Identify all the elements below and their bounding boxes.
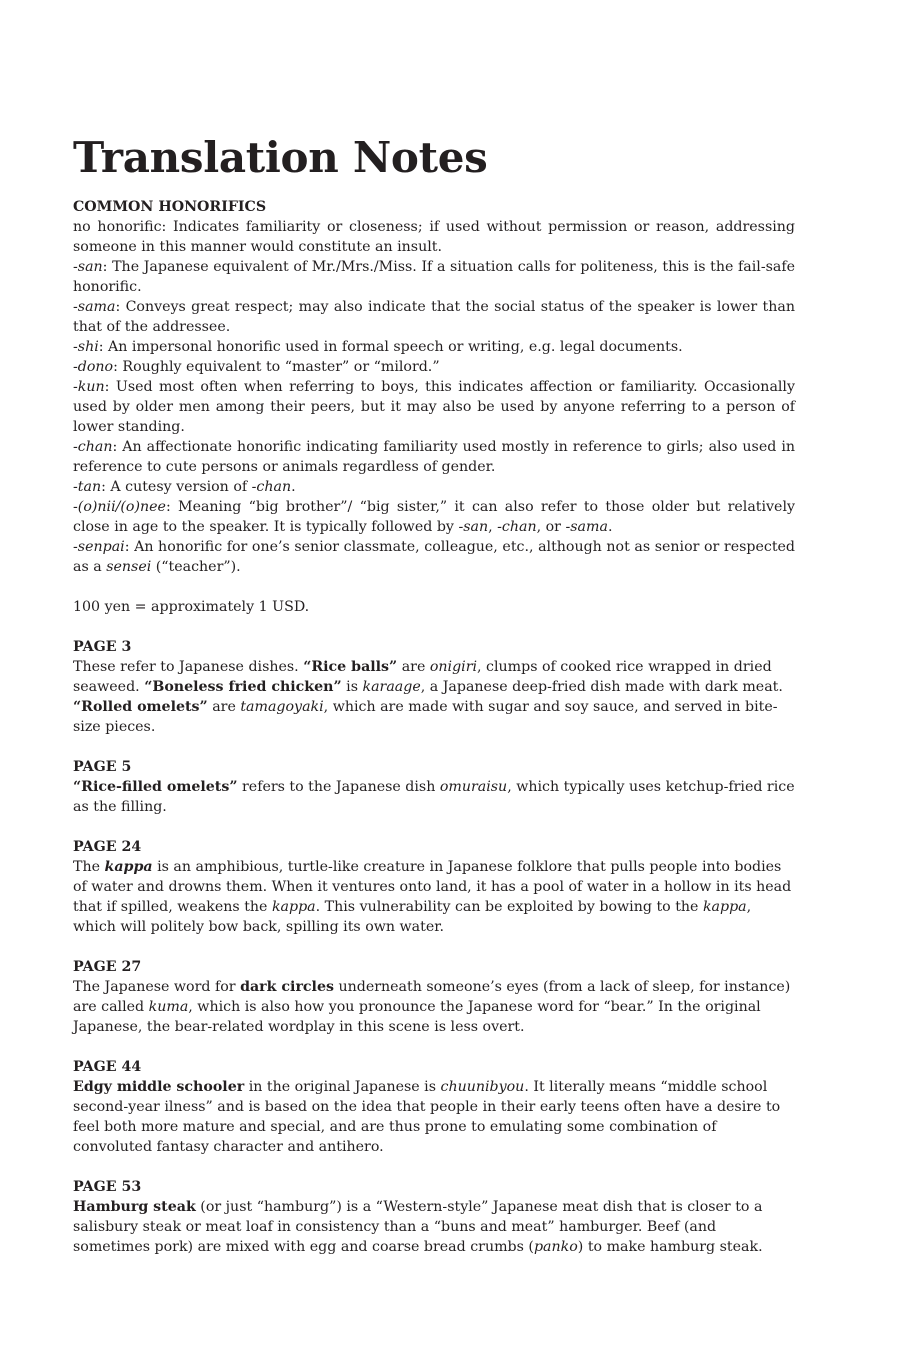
italic-term: -chan [497,519,537,535]
honorifics-list [73,217,795,577]
honorific-entry [73,477,795,497]
bold-term: Hamburg steak [73,1199,196,1215]
text-run: , which are made with sugar and soy sauce, and served in bite-size pieces. [73,699,778,735]
text-run: , or [536,519,566,535]
italic-term: -san [73,259,103,275]
page-note-text [73,977,795,1037]
text-run: no honorific: Indicates familiarity or closeness; if used without permission or reason, addressing someone in this manner would constitute an insult. [73,219,795,255]
honorific-entry [73,497,795,537]
italic-term: onigiri [429,659,478,675]
italic-term: kappa [271,899,316,915]
page-note [73,1177,795,1257]
italic-term: -(o)nii/(o)nee [73,499,166,515]
text-run: : An impersonal honorific used in formal speech or writing, e.g. legal documents. [98,339,683,355]
text-run: , [488,519,498,535]
italic-term: -chan [73,439,113,455]
bold-term: “Rice-filled omelets” [73,779,238,795]
honorific-entry [73,337,795,357]
italic-term: tamagoyaki [240,699,324,715]
page-note-heading: PAGE 44 [73,1059,142,1075]
italic-term: -shi [73,339,99,355]
page-note-heading: PAGE 3 [73,639,132,655]
italic-term: -sama [565,519,608,535]
page-note-heading: PAGE 53 [73,1179,142,1195]
page-title: Translation Notes [73,133,488,182]
honorific-entry [73,217,795,257]
currency-note: 100 yen = approximately 1 USD. [73,599,310,615]
honorific-entry [73,437,795,477]
italic-term: karaage [362,679,421,695]
page-note [73,757,795,817]
page-note-text [73,1077,795,1157]
italic-term: chuunibyou [440,1079,525,1095]
honorifics-heading: COMMON HONORIFICS [73,199,267,215]
text-run: : An honorific for one’s senior classmate, colleague, etc., although not as senior or respected as a [73,539,795,575]
text-run: : Roughly equivalent to “master” or “milord.” [113,359,440,375]
translation-notes-page [73,133,795,1257]
italic-term: kuma [148,999,189,1015]
honorific-entry [73,257,795,297]
page-note-text [73,657,795,737]
text-run: The [73,859,105,875]
text-run: . It literally means “middle school second-year ilness” and is based on the idea that people in their early teens often have a desire to feel both more mature and special, and are thus prone to emulating some combination of convoluted fantasy character and antihero. [73,1079,781,1155]
text-run: , a Japanese deep-fried dish made with dark meat. [420,679,783,695]
text-run: : Meaning “big brother”/ “big sister,” it can also refer to those older but relatively close in age to the speaker. It is typically followed by [73,499,795,535]
text-run: : Conveys great respect; may also indicate that the social status of the speaker is lower than that of the addressee. [73,299,795,335]
bold-term: Edgy middle schooler [73,1079,245,1095]
italic-term: panko [533,1239,578,1255]
italic-term: omuraisu [439,779,508,795]
honorific-entry [73,297,795,337]
text-run: . This vulnerability can be exploited by bowing to the [315,899,703,915]
page-note-text [73,857,795,937]
italic-term: -sama [73,299,116,315]
text-run: : An affectionate honorific indicating familiarity used mostly in reference to girls; also used in reference to cute persons or animals regardless of gender. [73,439,795,475]
italic-term: -senpai [73,539,125,555]
bold-term: “Boneless fried chicken” [144,679,342,695]
text-run: , clumps of cooked rice wrapped in dried seaweed. [73,659,772,695]
text-run: (or just “hamburg”) is a “Western-style” Japanese meat dish that is closer to a salisbury steak or meat loaf in consistency than a “buns and meat” hamburger. Beef (and sometimes pork) are mixed with egg and coarse bread crumbs ( [73,1199,763,1255]
italic-term: -kun [73,379,105,395]
page-note-text [73,777,795,817]
italic-term: -san [458,519,489,535]
honorific-entry [73,377,795,437]
page-note [73,637,795,737]
italic-term: sensei [106,559,152,575]
page-note-heading: PAGE 27 [73,959,142,975]
text-run: : A cutesy version of [101,479,252,495]
bold-term: kappa [104,859,153,875]
page-note [73,1057,795,1157]
text-run: (“teacher”). [151,559,241,575]
italic-term: kappa [702,899,747,915]
text-run: ) to make hamburg steak. [577,1239,763,1255]
text-run: are [207,699,241,715]
text-run: The Japanese word for [73,979,241,995]
page-note [73,957,795,1037]
italic-term: -tan [73,479,102,495]
text-run: are [397,659,430,675]
page-note [73,837,795,937]
text-run: . [607,519,613,535]
text-run: : Used most often when referring to boys, this indicates affection or familiarity. Occasionally used by older men among their peers, but it may also be used by anyone referring to a person of lower standing. [73,379,795,435]
text-run: refers to the Japanese dish [237,779,440,795]
text-run: . [291,479,296,495]
bold-term: “Rice balls” [303,659,398,675]
page-note-heading: PAGE 5 [73,759,132,775]
honorifics-section [73,197,795,577]
italic-term: -dono [73,359,114,375]
text-run: , which will politely bow back, spilling its own water. [73,899,752,935]
text-run: is [341,679,363,695]
italic-term: -chan [251,479,292,495]
text-run: underneath someone’s eyes (from a lack of sleep, for instance) are called [73,979,791,1015]
text-run: : The Japanese equivalent of Mr./Mrs./Miss. If a situation calls for politeness, this is the fail-safe honorific. [73,259,795,295]
page-notes [73,637,795,1257]
text-run: , which is also how you pronounce the Japanese word for “bear.” In the original Japanese, the bear-related wordplay in this scene is less overt. [73,999,761,1035]
page-note-heading: PAGE 24 [73,839,142,855]
page-note-text [73,1197,795,1257]
text-run: These refer to Japanese dishes. [73,659,304,675]
text-run: is an amphibious, turtle-like creature in Japanese folklore that pulls people into bodies of water and drowns them. When it ventures onto land, it has a pool of water in a hollow in its head that if spilled, weakens the [73,859,792,915]
text-run: in the original Japanese is [244,1079,441,1095]
honorific-entry [73,537,795,577]
currency-note-section [73,597,795,617]
bold-term: dark circles [240,979,334,995]
bold-term: “Rolled omelets” [73,699,208,715]
text-run: , which typically uses ketchup-fried rice as the filling. [73,779,795,815]
honorific-entry [73,357,795,377]
